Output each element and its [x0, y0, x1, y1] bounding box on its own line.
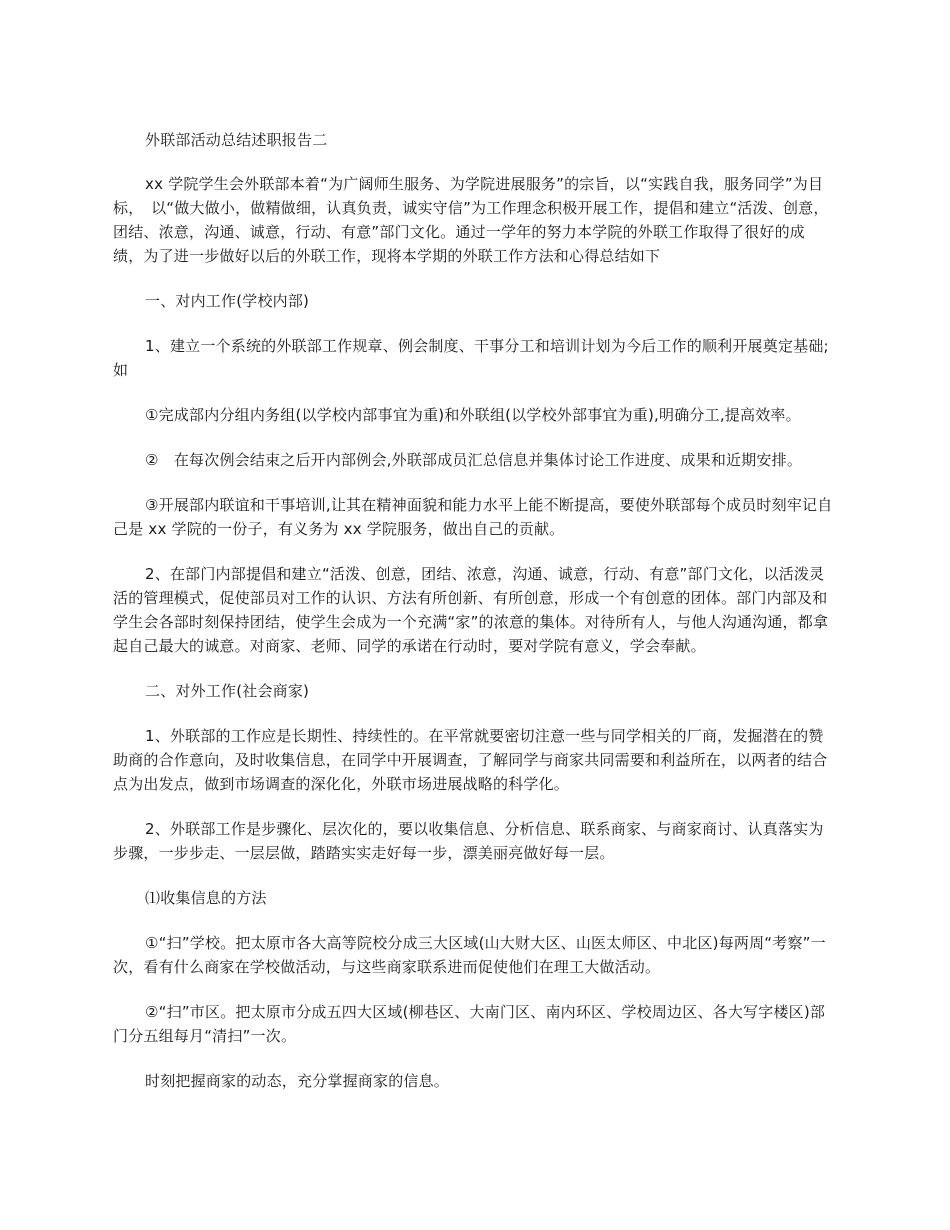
paragraph-collect-city: ②“扫”市区。把太原市分成五四大区域(柳巷区、大南门区、南内环区、学校周边区、各大写字楼区)部门分五组每月“清扫”一次。	[113, 1003, 826, 1045]
paragraph-internal-1a: ①完成部内分组内务组(以学校内部事宜为重)和外联组(以学校外部事宜为重),明确分工,提高效率。	[145, 406, 801, 424]
section-heading-internal: 一、对内工作(学校内部)	[145, 292, 310, 310]
paragraph-internal-1: 1、建立一个系统的外联部工作规章、例会制度、干事分工和培训计划为今后工作的顺利开展奠定基础;如	[113, 337, 829, 379]
paragraph-closing: 时刻把握商家的动态，充分掌握商家的信息。	[145, 1072, 450, 1090]
paragraph-internal-1b: ② 在每次例会结束之后开内部例会,外联部成员汇总信息并集体讨论工作进度、成果和近期安排。	[145, 451, 803, 469]
paragraph-intro: xx 学院学生会外联部本着“为广阔师生服务、为学院进展服务”的宗旨，以“实践自我，服务同学”为目标， 以“做大做小，做精做细，认真负责，诚实守信”为工作理念积极开展工作，提倡和建立“活泼、创意，团结、浓意，沟通、诚意，行动、有意”部门文化。通过一学年的努力本学院的外联工作取得了很好的成绩，为了进一步做好以后的外联工作，现将本学期的外联工作方法和心得总结如下	[113, 175, 829, 265]
document-title: 外联部活动总结述职报告二	[145, 131, 328, 149]
section-heading-external: 二、对外工作(社会商家)	[145, 682, 310, 700]
paragraph-internal-2: 2、在部门内部提倡和建立“活泼、创意，团结、浓意，沟通、诚意，行动、有意”部门文化，以活泼灵活的管理模式，促使部员对工作的认识、方法有所创新、有所创意，形成一个有创意的团体。部门内部及和学生会各部时刻保持团结，使学生会成为一个充满“家”的浓意的集体。对待所有人，与他人沟通沟通，都拿起自己最大的诚意。对商家、老师、同学的承诺在行动时，要对学院有意义，学会奉献。	[113, 565, 829, 655]
paragraph-external-1: 1、外联部的工作应是长期性、持续性的。在平常就要密切注意一些与同学相关的厂商，发掘潜在的赞助商的合作意向，及时收集信息，在同学中开展调查，了解同学与商家共同需要和利益所在，以两者的结合点为出发点，做到市场调查的深化化，外联市场进展战略的科学化。	[113, 727, 828, 793]
document-page	[113, 128, 835, 1114]
paragraph-external-2: 2、外联部工作是步骤化、层次化的，要以收集信息、分析信息、联系商家、与商家商讨、认真落实为步骤，一步步走、一层层做，踏踏实实走好每一步，漂美丽亮做好每一层。	[113, 820, 824, 862]
paragraph-collect-schools: ①“扫”学校。把太原市各大高等院校分成三大区域(山大财大区、山医太师区、中北区)每两周“考察”一次，看有什么商家在学校做活动，与这些商家联系进而促使他们在理工大做活动。	[113, 934, 826, 976]
subheading-collect-info: ⑴收集信息的方法	[145, 889, 267, 907]
paragraph-internal-1c: ③开展部内联谊和干事培训,让其在精神面貌和能力水平上能不断提高，要使外联部每个成员时刻牢记自己是 xx 学院的一份子，有义务为 xx 学院服务，做出自己的贡献。	[113, 496, 833, 538]
